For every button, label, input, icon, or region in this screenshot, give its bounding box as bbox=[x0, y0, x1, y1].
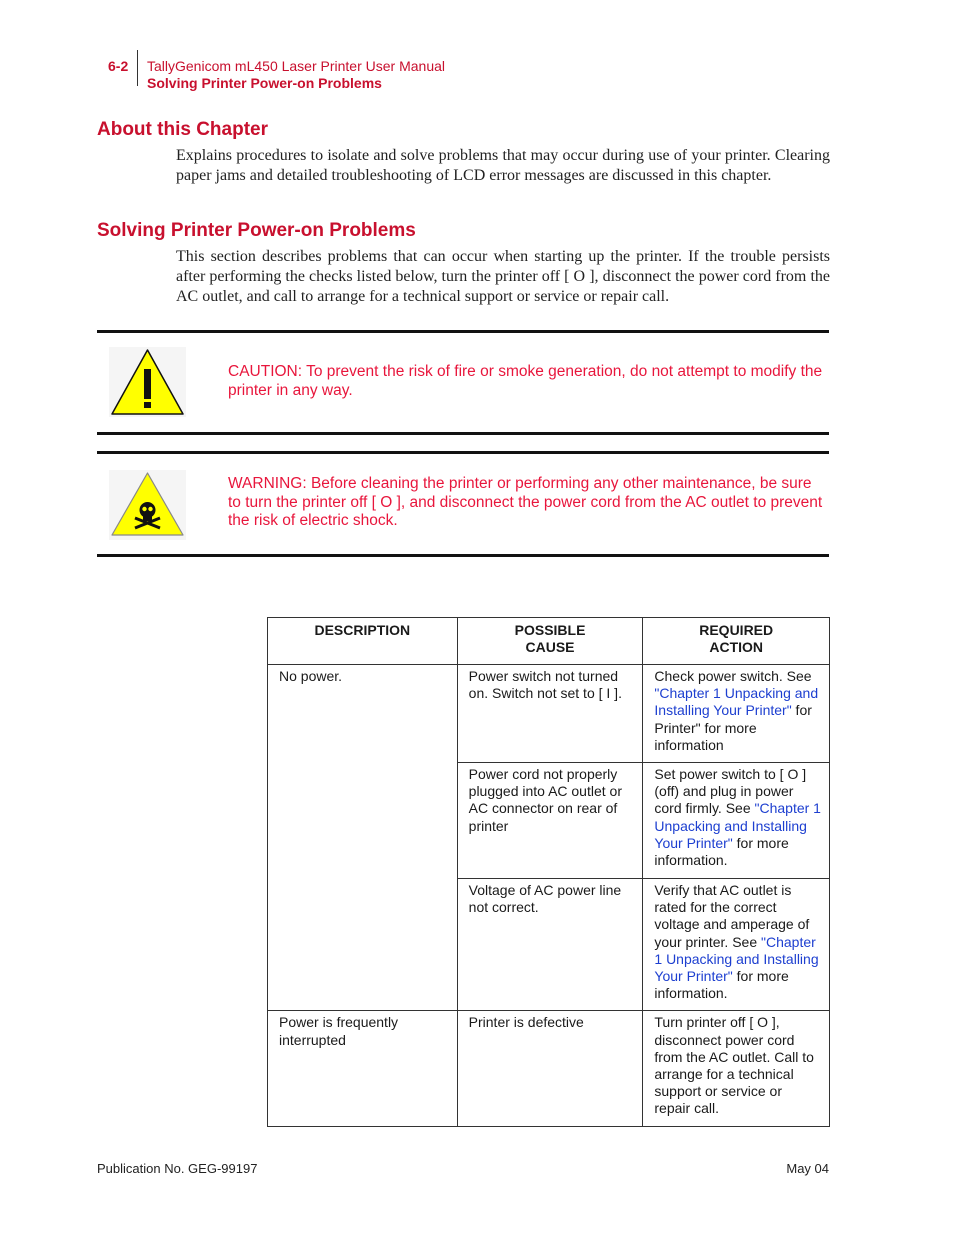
troubleshooting-table bbox=[267, 617, 830, 1127]
skull-crossbones-icon bbox=[109, 470, 186, 540]
action-text-post: for more information. bbox=[654, 834, 789, 869]
table-row bbox=[268, 665, 830, 763]
caution-exclamation-icon bbox=[109, 347, 186, 417]
chapter-1-link[interactable]: "Chapter 1 Unpacking and Installing Your Printer" bbox=[654, 685, 819, 719]
cell-cause: Voltage of AC power line not correct. bbox=[457, 879, 643, 1011]
publication-number: Publication No. GEG-99197 bbox=[97, 1161, 258, 1176]
header-action-line1: REQUIRED bbox=[699, 622, 774, 638]
running-section-title: Solving Printer Power-on Problems bbox=[147, 75, 382, 91]
chapter-1-link[interactable]: "Chapter 1 Unpacking and Installing Your Printer" bbox=[654, 933, 819, 985]
cell-description: No power. bbox=[268, 665, 458, 1011]
action-text-post: for Printer" for more information bbox=[654, 702, 812, 753]
caution-text: CAUTION: To prevent the risk of fire or smoke generation, do not attempt to modify the printer in any way. bbox=[228, 363, 823, 399]
header-possible-cause bbox=[457, 618, 643, 665]
caution-bottom-rule bbox=[97, 432, 829, 435]
about-chapter-heading: About this Chapter bbox=[97, 119, 268, 140]
cell-cause: Power cord not properly plugged into AC outlet or AC connector on rear of printer bbox=[457, 763, 643, 879]
publication-date: May 04 bbox=[786, 1161, 829, 1176]
chapter-1-link[interactable]: "Chapter 1 Unpacking and Installing Your Printer" bbox=[654, 800, 821, 851]
action-text: Check power switch. See bbox=[654, 668, 812, 684]
header-action-line2: ACTION bbox=[709, 639, 764, 656]
header-description bbox=[268, 618, 458, 665]
caution-top-rule bbox=[97, 330, 829, 333]
warning-top-rule bbox=[97, 451, 829, 454]
cell-description: Power is frequently interrupted bbox=[268, 1011, 458, 1126]
cell-action bbox=[643, 763, 830, 879]
table-header-row bbox=[268, 618, 830, 665]
solving-problems-text: This section describes problems that can occur when starting up the printer. If the trouble persists after performing the checks listed below, turn the printer off [ O ], disconnect the power cord from the AC outlet, and call to arrange for a technical support or service or repair call. bbox=[176, 248, 830, 305]
action-text-post: for more information. bbox=[654, 968, 789, 1002]
action-text: Turn printer off [ O ], disconnect power cord from the AC outlet. Call to arrange for a technical support or service or repair call. bbox=[654, 1014, 814, 1117]
warning-bottom-rule bbox=[97, 554, 829, 557]
cell-action bbox=[643, 879, 830, 1011]
action-text: Verify that AC outlet is rated for the correct voltage and amperage of your printer. See bbox=[654, 882, 810, 950]
header-required-action bbox=[643, 618, 830, 665]
warning-text: WARNING: Before cleaning the printer or performing any other maintenance, be sure to turn the printer off [ O ], and disconnect the power cord from the AC outlet to prevent the risk of electric shock. bbox=[228, 475, 823, 529]
cell-action bbox=[643, 665, 830, 763]
solving-problems-heading: Solving Printer Power-on Problems bbox=[97, 220, 416, 241]
header-cause-line1: POSSIBLE bbox=[514, 622, 586, 638]
action-text: Set power switch to [ O ] (off) and plug in power cord firmly. See bbox=[654, 766, 807, 817]
table-row bbox=[268, 1011, 830, 1126]
cell-cause: Printer is defective bbox=[457, 1011, 643, 1126]
header-cause-line2: CAUSE bbox=[525, 639, 575, 656]
header-description-label: DESCRIPTION bbox=[314, 622, 411, 638]
about-chapter-text: Explains procedures to isolate and solve problems that may occur during use of your printer. Clearing paper jams and detailed troubleshooting of LCD error messages are discussed in this chapter. bbox=[176, 147, 830, 184]
manual-title: TallyGenicom mL450 Laser Printer User Manual bbox=[147, 58, 446, 74]
cell-cause: Power switch not turned on. Switch not set to [ I ]. bbox=[457, 665, 643, 763]
header-divider bbox=[137, 50, 138, 86]
cell-action bbox=[643, 1011, 830, 1126]
page-number: 6-2 bbox=[108, 58, 129, 74]
